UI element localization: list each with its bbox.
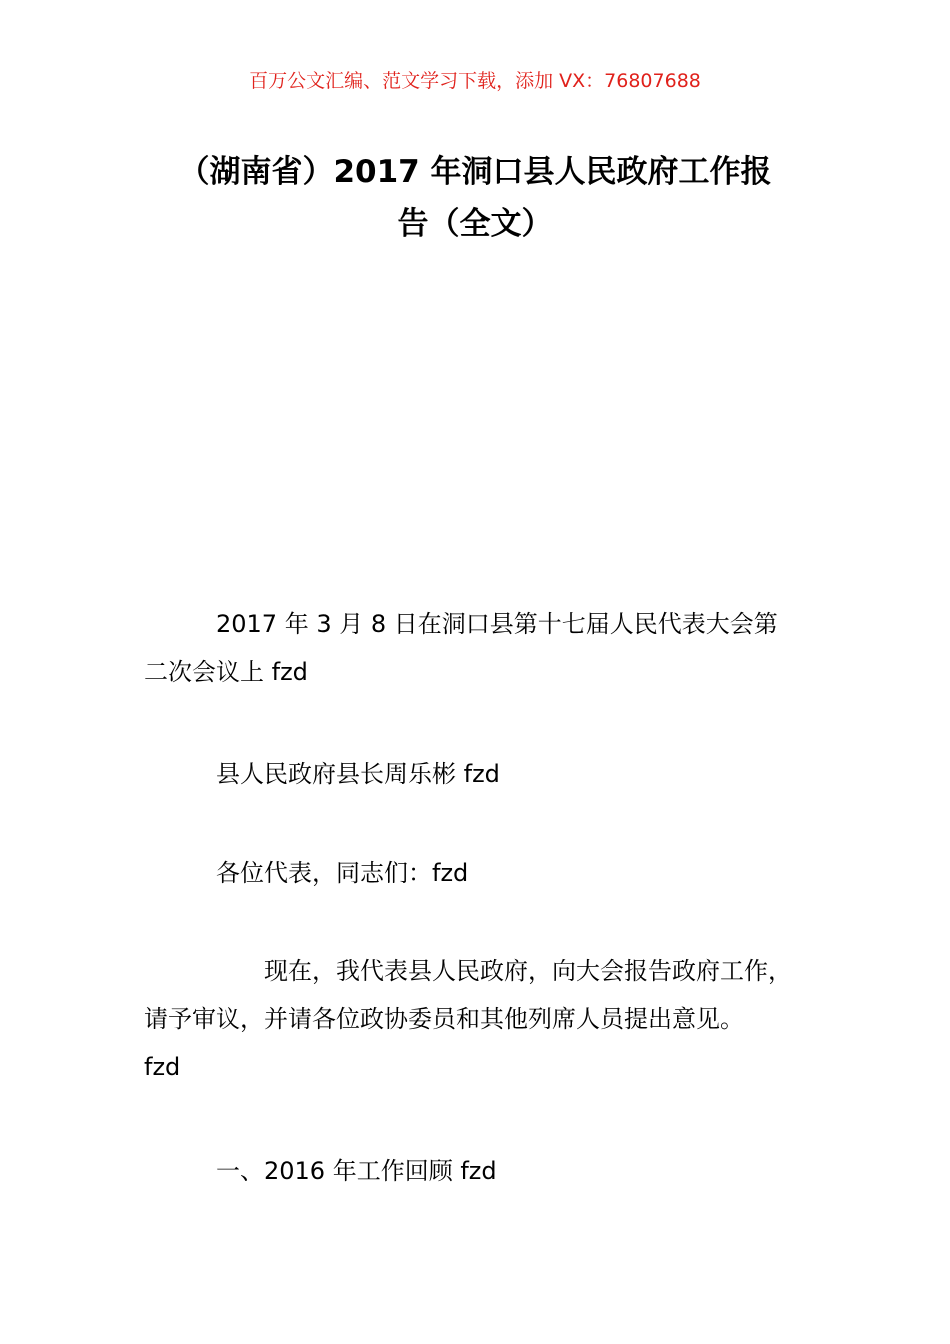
download-notice: 百万公文汇编、范文学习下载，添加 VX：76807688 <box>249 70 701 92</box>
text-line: 现在，我代表县人民政府，向大会报告政府工作， <box>144 957 792 985</box>
text-line: 2017 年 3 月 8 日在洞口县第十七届人民代表大会第 <box>144 610 778 638</box>
salutation-paragraph <box>144 849 814 897</box>
speaker-paragraph <box>144 750 814 798</box>
text-line: fzd <box>144 1053 181 1081</box>
intro-paragraph <box>144 947 814 1091</box>
text-line: 二次会议上 fzd <box>144 658 308 686</box>
section-heading <box>144 1147 814 1195</box>
text-line: 一、2016 年工作回顾 fzd <box>144 1157 497 1185</box>
text-line: 县人民政府县长周乐彬 fzd <box>144 760 500 788</box>
document-title <box>140 146 810 250</box>
title-line-2: 告（全文） <box>397 206 553 242</box>
meeting-date-paragraph <box>144 600 814 696</box>
text-line: 请予审议，并请各位政协委员和其他列席人员提出意见。 <box>144 1005 744 1033</box>
title-line-1: （湖南省）2017 年洞口县人民政府工作报 <box>178 154 772 190</box>
text-line: 各位代表，同志们：fzd <box>144 859 469 887</box>
